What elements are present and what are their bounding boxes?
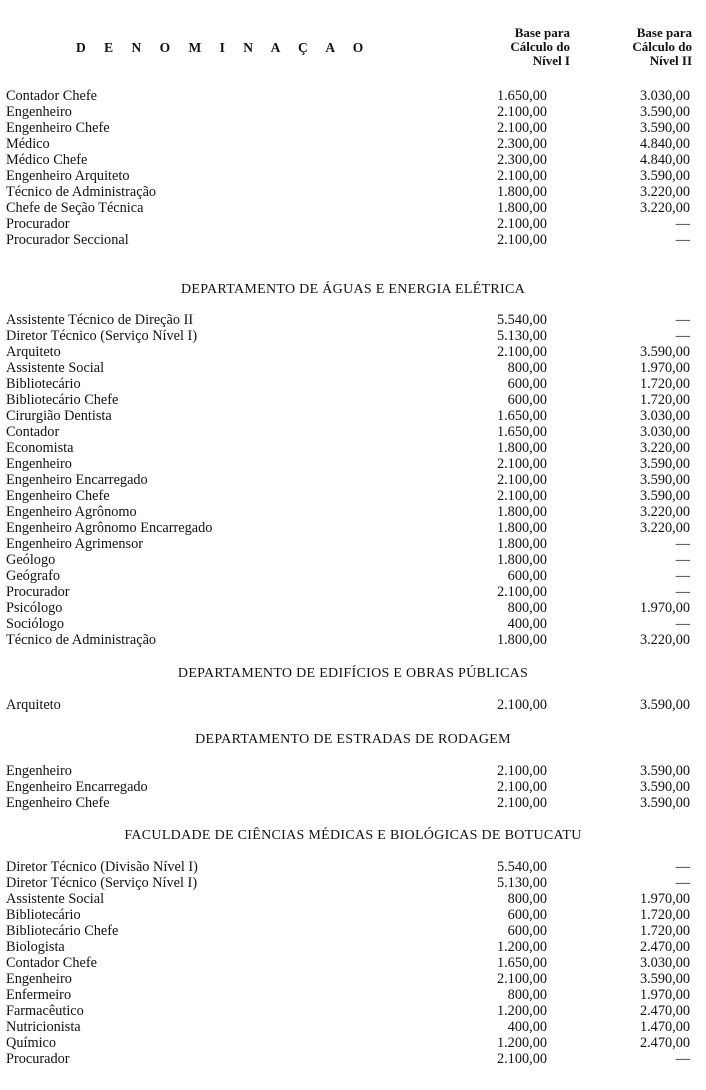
job-title: Diretor Técnico (Divisão Nível I) [6,859,198,875]
value-nivel-1: 1.800,00 [496,200,547,216]
value-nivel-2: 2.470,00 [639,1035,690,1051]
table-row [0,923,706,939]
job-title: Diretor Técnico (Serviço Nível I) [6,875,198,891]
table-row [0,891,706,907]
value-nivel-2: 3.590,00 [639,472,690,488]
job-title: Procurador [6,216,70,232]
job-title: Engenheiro Encarregado [6,779,148,795]
value-nivel-1: 2.100,00 [496,456,547,472]
table-row [0,360,706,376]
job-title: Farmacêutico [6,1003,84,1019]
column-header-line: Cálculo do [510,39,570,54]
job-title: Bibliotecário Chefe [6,392,119,408]
value-nivel-2: 3.220,00 [639,632,690,648]
table-row [0,168,706,184]
value-nivel-1: 1.800,00 [496,552,547,568]
section-rows [0,312,706,648]
job-title: Cirurgião Dentista [6,408,112,424]
table-row [0,104,706,120]
value-nivel-2: 3.590,00 [639,104,690,120]
value-nivel-2: 3.590,00 [639,344,690,360]
value-nivel-2: 1.720,00 [639,376,690,392]
value-nivel-1: 600,00 [507,923,547,939]
value-nivel-1: 1.650,00 [496,88,547,104]
table-row [0,88,706,104]
job-title: Contador Chefe [6,955,97,971]
table-row [0,520,706,536]
value-nivel-1: 1.200,00 [496,939,547,955]
value-nivel-2: — [675,568,690,584]
value-nivel-1: 1.200,00 [496,1003,547,1019]
job-title: Médico Chefe [6,152,88,168]
job-title: Engenheiro Agrônomo [6,504,137,520]
table-row [0,184,706,200]
table-row [0,328,706,344]
job-title: Economista [6,440,74,456]
table-row [0,1019,706,1035]
job-title: Engenheiro Arquiteto [6,168,130,184]
value-nivel-2: 1.970,00 [639,891,690,907]
value-nivel-1: 1.800,00 [496,520,547,536]
job-title: Assistente Social [6,360,105,376]
section-rows [0,697,706,713]
table-row [0,152,706,168]
value-nivel-2: — [675,584,690,600]
value-nivel-2: 1.720,00 [639,392,690,408]
table-row [0,987,706,1003]
value-nivel-1: 2.100,00 [496,488,547,504]
table-row [0,216,706,232]
value-nivel-1: 5.540,00 [496,312,547,328]
job-title: Engenheiro Chefe [6,488,110,504]
job-title: Engenheiro [6,971,72,987]
column-header-nivel-2 [602,26,692,68]
value-nivel-1: 2.100,00 [496,971,547,987]
value-nivel-2: — [675,328,690,344]
table-row [0,424,706,440]
value-nivel-1: 1.800,00 [496,440,547,456]
table-row [0,312,706,328]
job-title: Geógrafo [6,568,60,584]
value-nivel-1: 600,00 [507,907,547,923]
job-title: Arquiteto [6,344,61,360]
value-nivel-1: 1.650,00 [496,955,547,971]
value-nivel-2: 3.220,00 [639,504,690,520]
job-title: Bibliotecário Chefe [6,923,119,939]
job-title: Chefe de Seção Técnica [6,200,144,216]
table-row [0,697,706,713]
value-nivel-2: — [675,552,690,568]
table-row [0,907,706,923]
job-title: Geólogo [6,552,56,568]
value-nivel-2: 3.590,00 [639,779,690,795]
value-nivel-1: 5.540,00 [496,859,547,875]
table-row [0,1035,706,1051]
value-nivel-1: 2.100,00 [496,763,547,779]
table-row [0,568,706,584]
value-nivel-2: 3.220,00 [639,520,690,536]
value-nivel-2: 2.470,00 [639,939,690,955]
section-title: FACULDADE DE CIÊNCIAS MÉDICAS E BIOLÓGICAS DE BOTUCATU [124,828,582,843]
job-title: Diretor Técnico (Serviço Nível I) [6,328,198,344]
value-nivel-2: 3.590,00 [639,763,690,779]
job-title: Enfermeiro [6,987,72,1003]
value-nivel-1: 2.100,00 [496,104,547,120]
value-nivel-1: 2.100,00 [496,697,547,713]
job-title: Assistente Social [6,891,105,907]
job-title: Biologista [6,939,65,955]
value-nivel-2: 1.470,00 [639,1019,690,1035]
table-row [0,616,706,632]
job-title: Químico [6,1035,57,1051]
value-nivel-1: 1.650,00 [496,408,547,424]
value-nivel-1: 600,00 [507,392,547,408]
value-nivel-1: 2.100,00 [496,120,547,136]
value-nivel-2: 1.970,00 [639,987,690,1003]
job-title: Psicólogo [6,600,63,616]
table-row [0,440,706,456]
value-nivel-1: 2.100,00 [496,1051,547,1067]
value-nivel-1: 400,00 [507,1019,547,1035]
value-nivel-1: 2.100,00 [496,344,547,360]
value-nivel-2: 3.590,00 [639,795,690,811]
value-nivel-2: — [675,216,690,232]
value-nivel-1: 400,00 [507,616,547,632]
value-nivel-2: — [675,312,690,328]
column-header-line: Base para [636,25,692,40]
value-nivel-1: 2.100,00 [496,584,547,600]
value-nivel-2: 1.720,00 [639,923,690,939]
value-nivel-2: 1.720,00 [639,907,690,923]
job-title: Procurador [6,584,70,600]
value-nivel-1: 5.130,00 [496,328,547,344]
value-nivel-1: 1.650,00 [496,424,547,440]
column-header-nivel-1 [480,26,570,68]
job-title: Assistente Técnico de Direção II [6,312,194,328]
value-nivel-1: 2.100,00 [496,472,547,488]
table-row [0,939,706,955]
table-row [0,779,706,795]
value-nivel-2: 3.590,00 [639,971,690,987]
value-nivel-2: 3.590,00 [639,120,690,136]
table-row [0,200,706,216]
job-title: Engenheiro [6,456,72,472]
job-title: Engenheiro [6,104,72,120]
table-row [0,344,706,360]
table-row [0,488,706,504]
value-nivel-1: 2.100,00 [496,795,547,811]
table-row [0,136,706,152]
value-nivel-1: 600,00 [507,376,547,392]
table-row [0,376,706,392]
value-nivel-1: 2.300,00 [496,152,547,168]
value-nivel-2: — [675,875,690,891]
value-nivel-2: 4.840,00 [639,136,690,152]
value-nivel-2: — [675,859,690,875]
job-title: Sociólogo [6,616,64,632]
table-row [0,584,706,600]
value-nivel-1: 1.800,00 [496,536,547,552]
table-row [0,955,706,971]
value-nivel-2: 3.220,00 [639,184,690,200]
section-title: DEPARTAMENTO DE ESTRADAS DE RODAGEM [195,732,511,747]
job-title: Arquiteto [6,697,61,713]
job-title: Procurador [6,1051,70,1067]
job-title: Médico [6,136,50,152]
table-row [0,600,706,616]
column-header-line: Base para [514,25,570,40]
value-nivel-1: 2.100,00 [496,779,547,795]
value-nivel-2: 1.970,00 [639,600,690,616]
column-header-line: Nível II [649,53,692,68]
denominacao-heading: D E N O M I N A Ç A O [76,40,371,55]
table-row [0,552,706,568]
table-row [0,536,706,552]
value-nivel-1: 1.800,00 [496,184,547,200]
value-nivel-1: 800,00 [507,891,547,907]
table-row [0,456,706,472]
value-nivel-2: — [675,232,690,248]
table-row [0,1051,706,1067]
value-nivel-2: 2.470,00 [639,1003,690,1019]
column-header-line: Cálculo do [632,39,692,54]
table-row [0,1003,706,1019]
value-nivel-2: 4.840,00 [639,152,690,168]
table-row [0,232,706,248]
table-row [0,763,706,779]
job-title: Engenheiro Chefe [6,795,110,811]
job-title: Engenheiro Agrimensor [6,536,143,552]
job-title: Bibliotecário [6,376,81,392]
table-row [0,795,706,811]
table-row [0,971,706,987]
section-rows [0,763,706,811]
value-nivel-2: 3.030,00 [639,408,690,424]
job-title: Engenheiro Agrônomo Encarregado [6,520,213,536]
value-nivel-2: 3.030,00 [639,955,690,971]
value-nivel-1: 2.100,00 [496,168,547,184]
value-nivel-1: 1.800,00 [496,632,547,648]
value-nivel-2: — [675,1051,690,1067]
value-nivel-2: 3.030,00 [639,88,690,104]
table-row [0,875,706,891]
table-row [0,632,706,648]
value-nivel-2: 1.970,00 [639,360,690,376]
value-nivel-1: 800,00 [507,600,547,616]
value-nivel-1: 600,00 [507,568,547,584]
value-nivel-2: — [675,536,690,552]
value-nivel-1: 1.800,00 [496,504,547,520]
job-title: Engenheiro [6,763,72,779]
column-header-line: Nível I [532,53,570,68]
value-nivel-1: 1.200,00 [496,1035,547,1051]
value-nivel-1: 2.300,00 [496,136,547,152]
job-title: Contador Chefe [6,88,97,104]
section-title: DEPARTAMENTO DE EDIFÍCIOS E OBRAS PÚBLICAS [177,666,529,681]
table-row [0,504,706,520]
job-title: Contador [6,424,60,440]
section-rows [0,88,706,248]
section-rows [0,859,706,1067]
job-title: Bibliotecário [6,907,81,923]
value-nivel-1: 5.130,00 [496,875,547,891]
table-row [0,859,706,875]
table-row [0,408,706,424]
job-title: Técnico de Administração [6,184,157,200]
value-nivel-1: 2.100,00 [496,216,547,232]
value-nivel-2: 3.590,00 [639,168,690,184]
job-title: Procurador Seccional [6,232,129,248]
job-title: Nutricionista [6,1019,81,1035]
table-row [0,392,706,408]
value-nivel-2: — [675,616,690,632]
table-row [0,120,706,136]
value-nivel-1: 2.100,00 [496,232,547,248]
value-nivel-2: 3.220,00 [639,200,690,216]
job-title: Engenheiro Encarregado [6,472,148,488]
section-title: DEPARTAMENTO DE ÁGUAS E ENERGIA ELÉTRICA [180,282,526,297]
value-nivel-2: 3.590,00 [639,456,690,472]
job-title: Engenheiro Chefe [6,120,110,136]
value-nivel-1: 800,00 [507,987,547,1003]
value-nivel-2: 3.590,00 [639,697,690,713]
table-row [0,472,706,488]
value-nivel-2: 3.220,00 [639,440,690,456]
value-nivel-1: 800,00 [507,360,547,376]
value-nivel-2: 3.030,00 [639,424,690,440]
job-title: Técnico de Administração [6,632,157,648]
value-nivel-2: 3.590,00 [639,488,690,504]
